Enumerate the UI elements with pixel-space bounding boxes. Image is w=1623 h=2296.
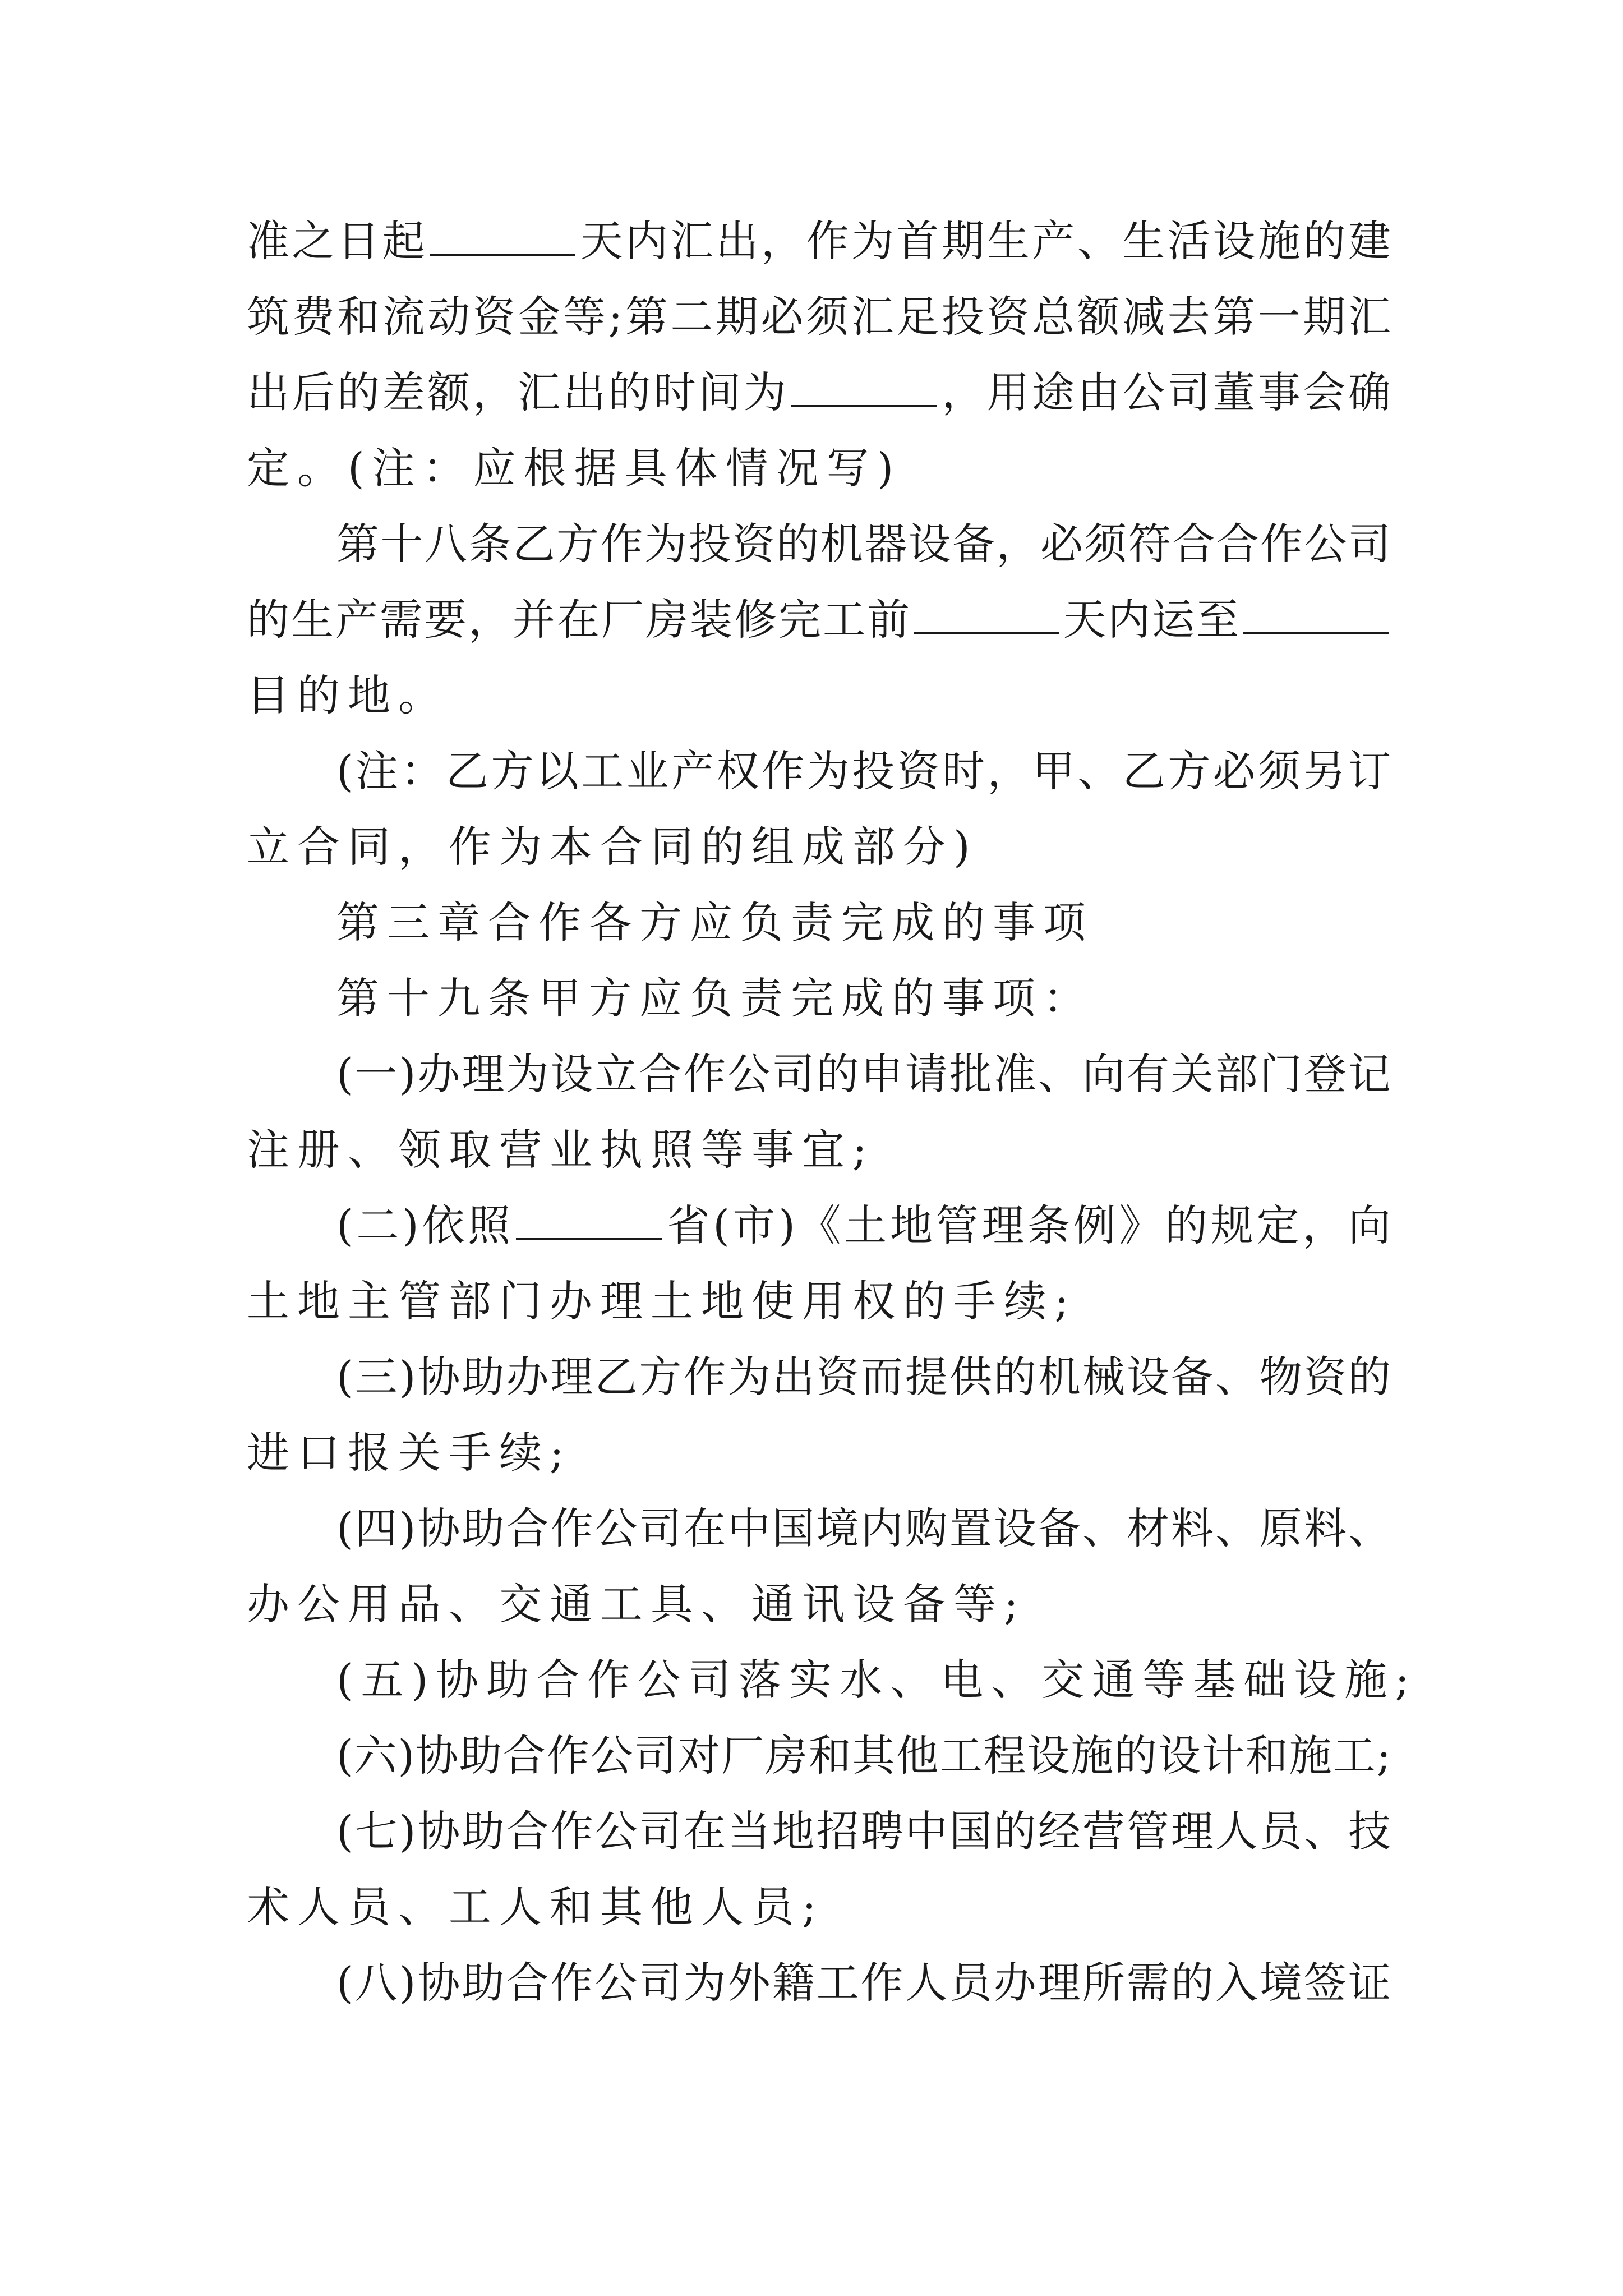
text-segment: ，用途由公司董事会确 bbox=[939, 367, 1391, 417]
text-segment: 天内运至 bbox=[1062, 595, 1241, 645]
text-segment: 的生产需要，并在厂房装修完工前 bbox=[247, 595, 911, 645]
text-segment: 准之日起 bbox=[247, 216, 428, 266]
text-segment: 定。(注：应根据具体情况写) bbox=[247, 443, 902, 493]
text-line bbox=[247, 283, 1391, 351]
list-item-6 bbox=[336, 1722, 1391, 1789]
fill-in-blank bbox=[914, 591, 1059, 634]
list-item-3 bbox=[336, 1343, 1391, 1411]
text-segment: (七)协助合作公司在当地招聘中国的经营管理人员、技 bbox=[336, 1806, 1391, 1856]
text-segment: (四)协助合作公司在中国境内购置设备、材料、原料、 bbox=[336, 1503, 1391, 1553]
list-item-7 bbox=[336, 1798, 1391, 1865]
text-line bbox=[247, 662, 1391, 729]
list-item-8 bbox=[336, 1949, 1391, 2017]
text-segment: (二)依照 bbox=[336, 1200, 514, 1250]
chapter-heading bbox=[336, 889, 1391, 956]
text-line bbox=[247, 1268, 1391, 1335]
list-item-4 bbox=[336, 1495, 1391, 1562]
text-segment: 立合同，作为本合同的组成部分) bbox=[247, 822, 978, 872]
text-line bbox=[247, 359, 1391, 426]
article-19-heading-line bbox=[336, 965, 1391, 1032]
text-segment: (三)协助办理乙方作为出资而提供的机械设备、物资的 bbox=[336, 1352, 1391, 1402]
text-line bbox=[247, 1571, 1391, 1638]
note-line bbox=[336, 738, 1391, 805]
text-line bbox=[247, 1874, 1391, 1941]
fill-in-blank bbox=[516, 1197, 662, 1240]
text-segment: (五)协助合作公司落实水、电、交通等基础设施; bbox=[336, 1655, 1417, 1705]
text-segment: 术人员、工人和其他人员; bbox=[247, 1882, 824, 1932]
text-segment: 注册、领取营业执照等事宜; bbox=[247, 1125, 875, 1175]
article-18-heading-line bbox=[336, 510, 1391, 578]
text-line bbox=[247, 586, 1391, 654]
list-item-2 bbox=[336, 1192, 1391, 1259]
text-segment: (一)办理为设立合作公司的申请批准、向有关部门登记 bbox=[336, 1049, 1391, 1099]
text-segment: 进口报关手续; bbox=[247, 1428, 572, 1478]
text-line bbox=[247, 813, 1391, 881]
text-line bbox=[247, 1419, 1391, 1487]
text-segment: 出后的差额，汇出的时间为 bbox=[247, 367, 789, 417]
text-segment: 第三章合作各方应负责完成的事项 bbox=[336, 898, 1094, 947]
text-line bbox=[247, 435, 1391, 502]
text-segment: 天内汇出，作为首期生产、生活设施的建 bbox=[578, 216, 1391, 266]
text-line bbox=[247, 208, 1391, 275]
list-item-1 bbox=[336, 1041, 1391, 1108]
text-segment: 土地主管部门办理土地使用权的手续; bbox=[247, 1276, 1077, 1326]
list-item-5 bbox=[336, 1646, 1417, 1714]
fill-in-blank bbox=[1243, 591, 1389, 634]
text-segment: 省(市)《土地管理条例》的规定，向 bbox=[663, 1200, 1391, 1250]
text-segment: 办公用品、交通工具、通讯设备等; bbox=[247, 1579, 1026, 1629]
fill-in-blank bbox=[791, 364, 937, 407]
text-segment: 第十九条甲方应负责完成的事项： bbox=[336, 973, 1094, 1023]
text-segment: 目的地。 bbox=[247, 670, 449, 720]
text-segment: (六)协助合作公司对厂房和其他工程设施的设计和施工; bbox=[336, 1731, 1391, 1780]
text-segment: (注：乙方以工业产权作为投资时，甲、乙方必须另订 bbox=[336, 746, 1391, 796]
text-line bbox=[247, 1116, 1391, 1184]
text-segment: 筑费和流动资金等;第二期必须汇足投资总额减去第一期汇 bbox=[247, 292, 1391, 342]
text-segment: (八)协助合作公司为外籍工作人员办理所需的入境签证 bbox=[336, 1958, 1391, 2008]
fill-in-blank bbox=[430, 212, 575, 256]
text-segment: 第十八条乙方作为投资的机器设备，必须符合合作公司 bbox=[336, 519, 1391, 569]
